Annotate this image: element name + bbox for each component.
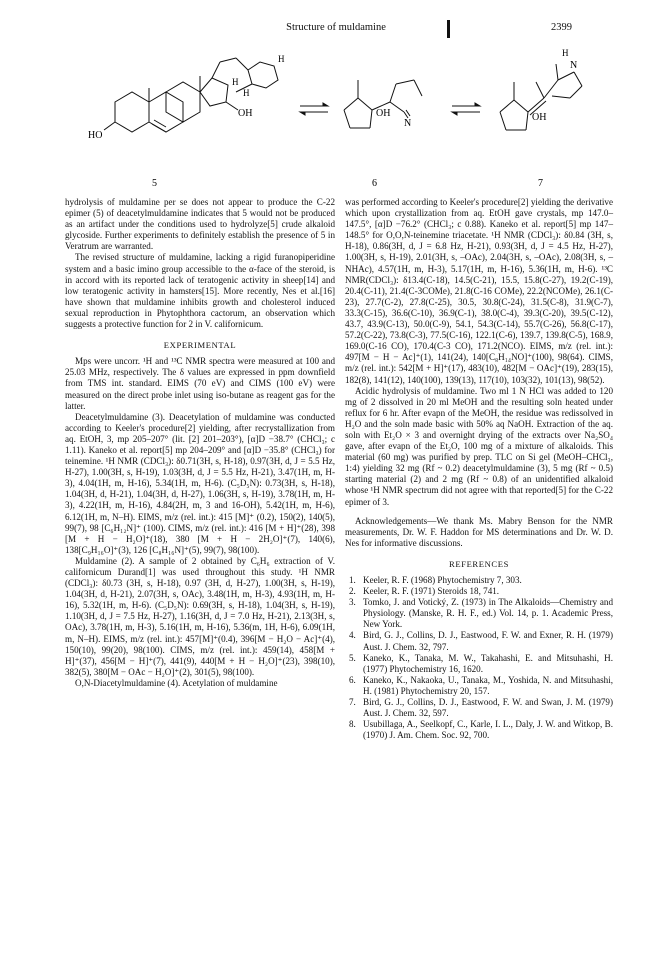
hydrogen-label-5a: H [232, 77, 239, 87]
scan-mark [447, 20, 450, 38]
reference-item: 1. Keeler, R. F. (1968) Phytochemistry 7, 303. [349, 575, 522, 585]
structure-5 [104, 58, 278, 132]
nitrogen-label-6: N [404, 118, 412, 129]
structures-svg [60, 40, 620, 190]
reference-item: 7. Bird, G. J., Collins, D. J., Eastwood, F. W. and Swan, J. M. (1979) Aust. J. Chem. 32, 597. [349, 697, 613, 719]
compound-label-7: 7 [538, 178, 543, 189]
body-paragraph: hydrolysis of muldamine per se does not appear to produce the C-22 epimer (5) of deacetylmuldamine indicates that 5 would not be produced as an artifact under the conditions used to hydrolyze[5] crude alkaloid glycoside. Further experiments to definitely establish the presence of 5 in Veratrum are warranted. [65, 197, 335, 252]
running-header [0, 22, 672, 38]
left-column [65, 197, 335, 689]
experimental-paragraph: O,N-Diacetylmuldamine (4). Acetylation of muldamine [75, 677, 278, 688]
hydroxyl-label-oh-7: OH [532, 112, 547, 123]
body-paragraph: The revised structure of muldamine, lacking a rigid furanopiperidine system and a basic imino group accessible to the α-face of the steroid, is in accord with its reported lack of teratogenic activity in sheep[14] and low teratogenic activity in hamsters[15]. More recently, Nes et al.[16] have shown that muldamine inhibits growth and cholesterol induced sexual reproduction in Phytophthora cactorum, an observation which suggests a protective function for 2 in V. californicum. [65, 252, 335, 330]
hydroxyl-label-ho: HO [88, 130, 103, 141]
experimental-paragraph: Muldamine (2). A sample of 2 obtained by C₆H₆ extraction of V. californicum Durand[1] was used throughout this study. ¹H NMR (CDCl₃): δ0.73 (3H, s, H-18), 0.97 (3H, d, H-27), 1.00(3H, s, H-19), 1.04(3H, d, H-21), 2.07(3H, s, OAc), 3.48(1H, m, H-3), 4.93(1H, m, H-16), 5.32(1H, m, H-6). (C₅D₅N): 0.69(3H, s, H-18), 1.04(3H, s, H-19), 1.10(3H, d, J = 7.5 Hz, H-27), 1.16(3H, d, J = 7.0 Hz, H-21), 2.13(3H, s, OAc), 3.78(1H, m, H-3), 5.16(1H, m, H-16), 5.36(m, 1H, H-6), 6.09(1H, m, N–H). EIMS, m/z (rel. int.): 457[M]⁺(0.4), 396[M − H₂O − Ac]⁺(4), 150(10), 99(20), 98(100). CIMS, m/z (rel. int.): 459(14), 458[M + H]⁺(37), 456[M − H]⁺(7), 441(9), 440[M + H − H₂O]⁺(23), 398(10), 382(5), 380[M − OAc − H₂O]⁺(2), 301(5), 98(100). [65, 555, 335, 677]
acknowledgements: Acknowledgements—We thank Ms. Mabry Benson for the NMR measurements, Dr. W. F. Haddon for MS determinations and Dr. W. D. Nes for informative discussions. [345, 515, 613, 548]
references-heading: REFERENCES [449, 558, 509, 569]
experimental-paragraph: Deacetylmuldamine (3). Deacetylation of muldamine was conducted according to Keeler's procedure[2] yielding, after recrystallization from aq. EtOH, 3, mp 205–207° (lit. [2] 201–203°), [α]D −38.7° (CHCl₃; c 1.11). Kaneko et al. report[5] mp 204–209° and [α]D −35.8° (CHCl₃) for teinemine. ¹H NMR (CDCl₃): δ0.71(3H, s, H-18), 0.97(3H, d, J = 5.5 Hz, H-27), 1.00(3H, s, H-19), 1.03(3H, d, J = 5.5 Hz, H-21), 3.47(1H, m, H-3), 4.04(1H, m, H-16), 5.34(1H, m, H-6). (C₅D₅N): 0.73(3H, s, H-18), 1.04(3H, d, H-21), 1.04(3H, d, H-27), 1.06(3H, s, H-19), 3.78(1H, m, H-3), 4.22(1H, m, H-16), 4.84(2H, m, 3 and 16-OH), 5.42(1H, m, H-6), 6.12(1H, m, N–H). EIMS, m/z (rel. int.): 415 [M]⁺ (0.2), 150(2), 140(5), 99(7), 98 [C₆H₁₂N]⁺ (100). CIMS, m/z (rel. int.): 416 [M + H]⁺(28), 398 [M + H − H₂O]⁺(18), 380 [M + H − 2H₂O]⁺(7), 140(6), 138[C₉H₁₆O]⁺(3), 126 [C₈H₁₆N]⁺(5), 99(7), 98(100). [65, 411, 335, 555]
hydrogen-label-5c: H [278, 54, 285, 64]
nitrogen-label-7: N [570, 60, 578, 71]
reference-item: 6. Kaneko, K., Nakaoka, U., Tanaka, M., Yoshida, N. and Mitsuhashi, H. (1981) Phytochemistry 20, 157. [349, 674, 613, 696]
hydroxyl-label-oh-6: OH [376, 108, 391, 119]
experimental-heading: EXPERIMENTAL [163, 340, 237, 351]
reference-item: 5. Kaneko, K., Tanaka, M. W., Takahashi, E. and Mitsuhashi, H. (1977) Phytochemistry 16, 1620. [349, 652, 613, 674]
hydroxyl-label-oh-5: OH [238, 108, 253, 119]
hydrogen-label-7: H [562, 48, 569, 58]
right-column [345, 197, 613, 741]
reference-item: 2. Keeler, R. F. (1971) Steroids 18, 741. [349, 586, 500, 597]
body-paragraph: Acidic hydrolysis of muldamine. Two ml 1 N HCl was added to 120 mg of 2 dissolved in 20 ml MeOH and the resulting soln heated under reflux for 6 hr. After evapn of the MeOH, the residue was redissolved in H₂O and the soln made basic with 50% aq NaOH. Extraction of the aq. soln with Et₂O × 3 and overnight drying of the extracts over Na₂SO₄ gave, after evapn of the Et₂O, 100 mg of a mixture of alkaloids. This material (60 mg) was purified by prep. TLC on Si gel (MeOH–CHCl₃, 1:4) yielding 32 mg (Rf ~ 0.2) deacetylmuldamine (3), 5 mg (Rf ~ 0.5) starting material (2) and 2 mg (Rf ~ 0.8) of an unidentified alkaloid whose ¹H NMR spectrum did not agree with that reported[5] for the C-22 epimer of 3. [345, 385, 613, 507]
compound-label-5: 5 [152, 178, 157, 189]
reference-item: 8. Usubillaga, A., Seelkopf, C., Karle, I. L., Daly, J. W. and Witkop, B. (1970) J. Am. Chem. Soc. 92, 700. [349, 719, 613, 741]
hydrogen-label-5b: H [243, 88, 250, 98]
running-title: Structure of muldamine [286, 22, 386, 33]
structures-figure [60, 40, 620, 190]
compound-label-6: 6 [372, 178, 377, 189]
reference-item: 4. Bird, G. J., Collins, D. J., Eastwood, F. W. and Exner, R. H. (1979) Aust. J. Chem. 32, 797. [349, 630, 613, 652]
reference-list [345, 575, 613, 741]
experimental-paragraph: Mps were uncorr. ¹H and ¹³C NMR spectra were measured at 100 and 25.03 MHz, respectively. The δ values are expressed in ppm downfield from TMS int. standard. EIMS (70 eV) and CIMS (100 eV) were measured on the direct probe inlet using iso-butane as reagent gas for the latter. [65, 356, 335, 411]
reference-item: 3. Tomko, J. and Votický, Z. (1973) in The Alkaloids—Chemistry and Physiology. (Manske, R. H. F., ed.) Vol. 14, p. 1. Academic Press, New York. [349, 597, 613, 630]
body-paragraph: was performed according to Keeler's procedure[2] yielding the derivative which upon crystallization from aq. EtOH gave crystals, mp 147.0–147.5°, [α]D −76.2° (CHCl₃; c 0.88). Kaneko et al. report[5] mp 147–148.5° for O,O,N-teinemine triacetate. ¹H NMR (CDCl₃): δ0.84 (3H, s, H-18), 0.86(3H, d, J = 6.8 Hz, H-21), 0.93(3H, d, J = 4.5 Hz, H-27), 1.00(3H, s, H-19), 2.01(3H, s, –OAc), 2.04(3H, s, –OAc), 2.08(3H, s, –NHAc), 4.57(1H, m, H-3), 5.17(1H, m, H-16), 5.36(1H, m, H-6). ¹³C NMR(CDCl₃): δ13.4(C-18), 14.5(C-21), 15.5, 15.8(C-27), 19.2(C-19), 20.4(C-11), 21.4(C-3COMe), 21.8(C-16 COMe), 22.2(NCOMe), 26.1(C-23), 27.7(C-2), 27.8(C-25), 30.5, 30.8(C-24), 31.5(C-8), 31.9(C-7), 33.3(C-15), 36.6(C-10), 36.9(C-1), 38.0(C-4), 39.3(C-20), 39.5(C-12), 43.7, 43.9(C-13), 50.0(C-9), 54.1, 54.3(C-14), 55.7(C-26), 56.8(C-17), 57.2(C-22), 73.8(C-3), 77.5(C-16), 122.1(C-6), 139.7, 139.8(C-5), 168.9, 169.0(C-16 CO), 170.4(C-3 CO), 171.2(NCO). EIMS, m/z (rel. int.): 497[M − H − Ac]⁺(1), 141(24), 140[C₈H₁₄NO]⁺(100), 98(64). CIMS, m/z (rel. int.): 542[M + H]⁺(17), 483(10), 482[M − OAc]⁺(19), 283(15), 182(8), 141(12), 140(100), 139(13), 117(10), 103(32), 101(13), 98(52). [345, 197, 613, 385]
page-number: 2399 [551, 22, 572, 33]
